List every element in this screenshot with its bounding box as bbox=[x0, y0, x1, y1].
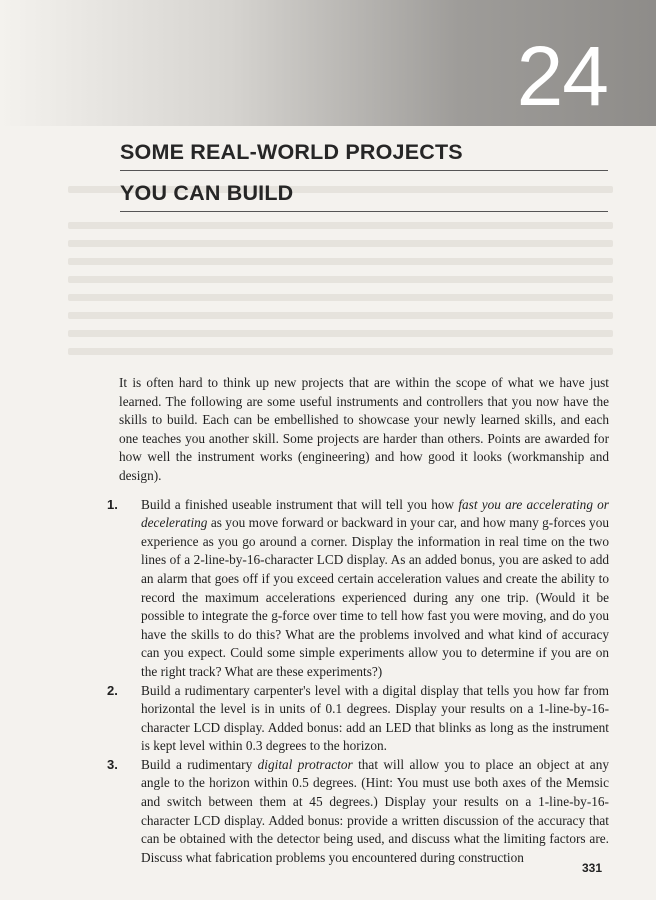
project-list bbox=[107, 496, 609, 868]
chapter-title-line-2: YOU CAN BUILD bbox=[120, 177, 608, 212]
intro-paragraph: It is often hard to think up new projects that are within the scope of what we have just learned. The following are some useful instruments and controllers that you now have the skills to build. Each can be embellished to showcase your newly learned skills, and each one teaches you another skill. Some projects are harder than others. Points are awarded for how well the instrument works (engineering) and how good it looks (workmanship and design). bbox=[119, 375, 609, 483]
project-text-part: that will allow you to place an object at any angle to the horizon within 0.5 degrees. (Hint: You must use both axes of the Memsic and switch between them at 45 degrees.) Display your results on a 1-line-by-16-character LCD display. Added bonus: provide a written discussion of the accuracy that can be obtained with the detector being used, and discuss what the limiting factors are. Discuss what fabrication problems you encountered during construction bbox=[141, 756, 609, 865]
project-number: 3. bbox=[107, 756, 118, 772]
project-text bbox=[119, 756, 609, 868]
project-text-part: Build a rudimentary bbox=[141, 756, 258, 772]
project-number: 2. bbox=[107, 682, 118, 698]
project-item bbox=[107, 682, 609, 756]
project-text-part: Build a finished useable instrument that will tell you how bbox=[141, 496, 459, 512]
project-text bbox=[119, 682, 609, 756]
page-number: 331 bbox=[582, 861, 603, 875]
chapter-header-band bbox=[0, 0, 656, 126]
project-emphasis: fast you are accelerating or decelerating bbox=[141, 496, 609, 531]
project-emphasis: digital protractor bbox=[257, 756, 353, 772]
project-text-part: Build a rudimentary carpenter's level with a digital display that tells you how far from horizontal the level is in units of 0.1 degrees. Display your results on a 1-line-by-16-character LCD display. Added bonus: add an LED that blinks as long as the instrument is kept level within 0.3 degrees to the horizon. bbox=[141, 682, 609, 754]
chapter-title-line-1: SOME REAL-WORLD PROJECTS bbox=[120, 140, 608, 171]
project-number: 1. bbox=[107, 496, 118, 512]
project-item bbox=[107, 496, 609, 682]
chapter-number: 24 bbox=[516, 29, 608, 123]
project-text-part: as you move forward or backward in your car, and how many g-forces you experience as you go around a corner. Display the information in real time on the two lines of a 2-line-by-16-character LCD display. As an added bonus, you are asked to add an alarm that goes off if you exceed certain acceleration values and create the ability to record the maximum accelerations experienced during any one trip. (Would it be possible to integrate the g-force over time to tell how fast you were moving, and do you have the skills to do this? What are the problems involved and what kind of accuracy can you expect. Could some simple experiments allow you to determine if you are on the right track? What are these experiments?) bbox=[141, 515, 609, 679]
project-item bbox=[107, 756, 609, 868]
project-text bbox=[119, 496, 609, 682]
chapter-title bbox=[120, 140, 608, 218]
chapter-body bbox=[107, 374, 609, 867]
